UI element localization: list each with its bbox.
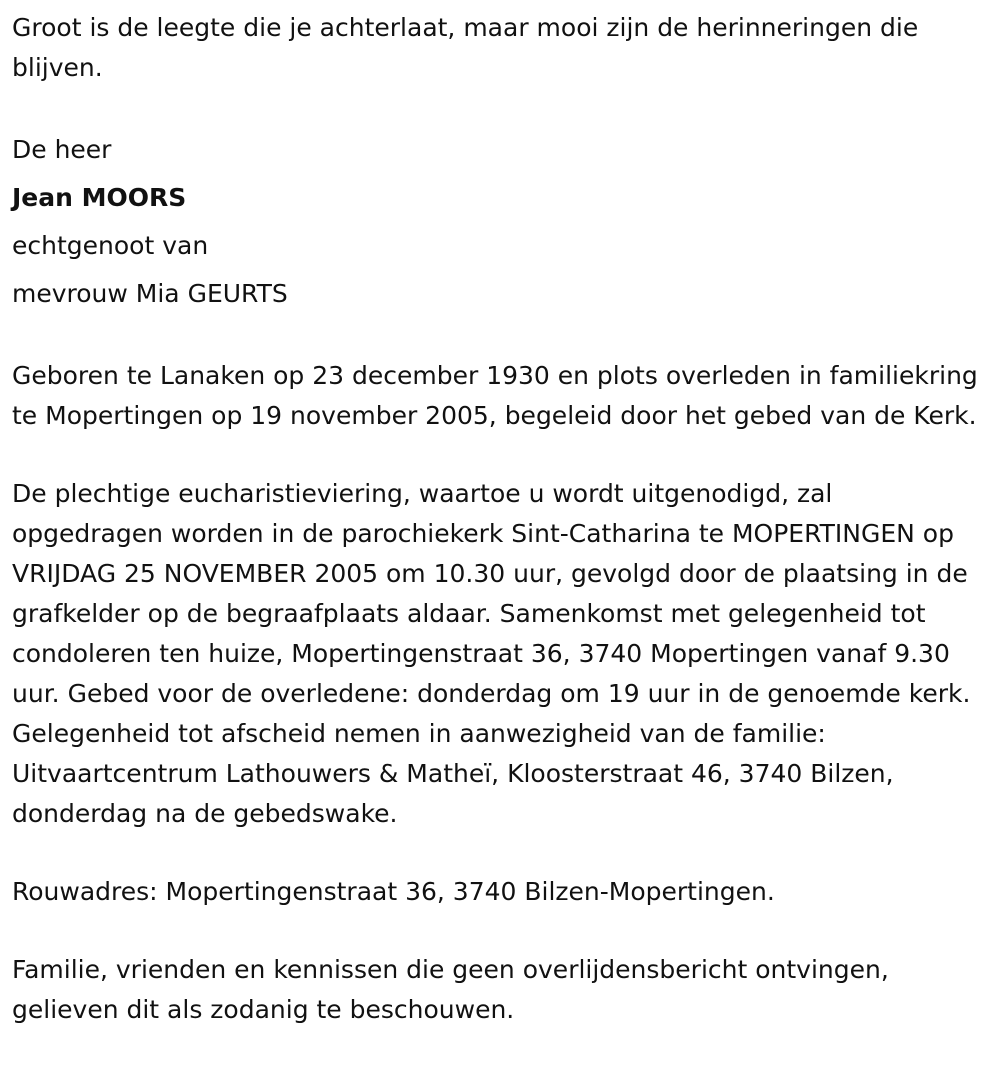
quote-text: Groot is de leegte die je achterlaat, maar mooi zijn de herinneringen die blijven. [12, 13, 919, 82]
spouse-name: mevrouw Mia GEURTS [12, 279, 288, 308]
salutation-text: De heer [12, 135, 112, 164]
ceremony-paragraph: De plechtige eucharistieviering, waartoe u wordt uitgenodigd, zal opgedragen worden in de parochiekerk Sint-Catharina te MOPERTINGEN op VRIJDAG 25 NOVEMBER 2005 om 10.30 uur, gevolgd door de plaatsing in de grafkelder op de begraafplaats aldaar. Samenkomst met gelegenheid tot condoleren ten huize, Mopertingenstraat 36, 3740 Mopertingen vanaf 9.30 uur. Gebed voor de overledene: donderdag om 19 uur in de genoemde kerk. Gelegenheid tot afscheid nemen in aanwezigheid van de familie: Uitvaartcentrum Lathouwers & Matheï, Kloosterstraat 46, 3740 Bilzen, donderdag na de gebedswake. [12, 479, 971, 828]
closing-paragraph: Familie, vrienden en kennissen die geen overlijdensbericht ontvingen, gelieven dit als zodanig te beschouwen. [12, 955, 889, 1024]
birth-death-paragraph: Geboren te Lanaken op 23 december 1930 en plots overleden in familiekring te Mopertingen op 19 november 2005, begeleid door het gebed van de Kerk. [12, 361, 978, 430]
relation-text: echtgenoot van [12, 231, 209, 260]
mourning-address: Rouwadres: Mopertingenstraat 36, 3740 Bilzen-Mopertingen. [12, 877, 775, 906]
deceased-name: Jean MOORS [12, 183, 187, 212]
